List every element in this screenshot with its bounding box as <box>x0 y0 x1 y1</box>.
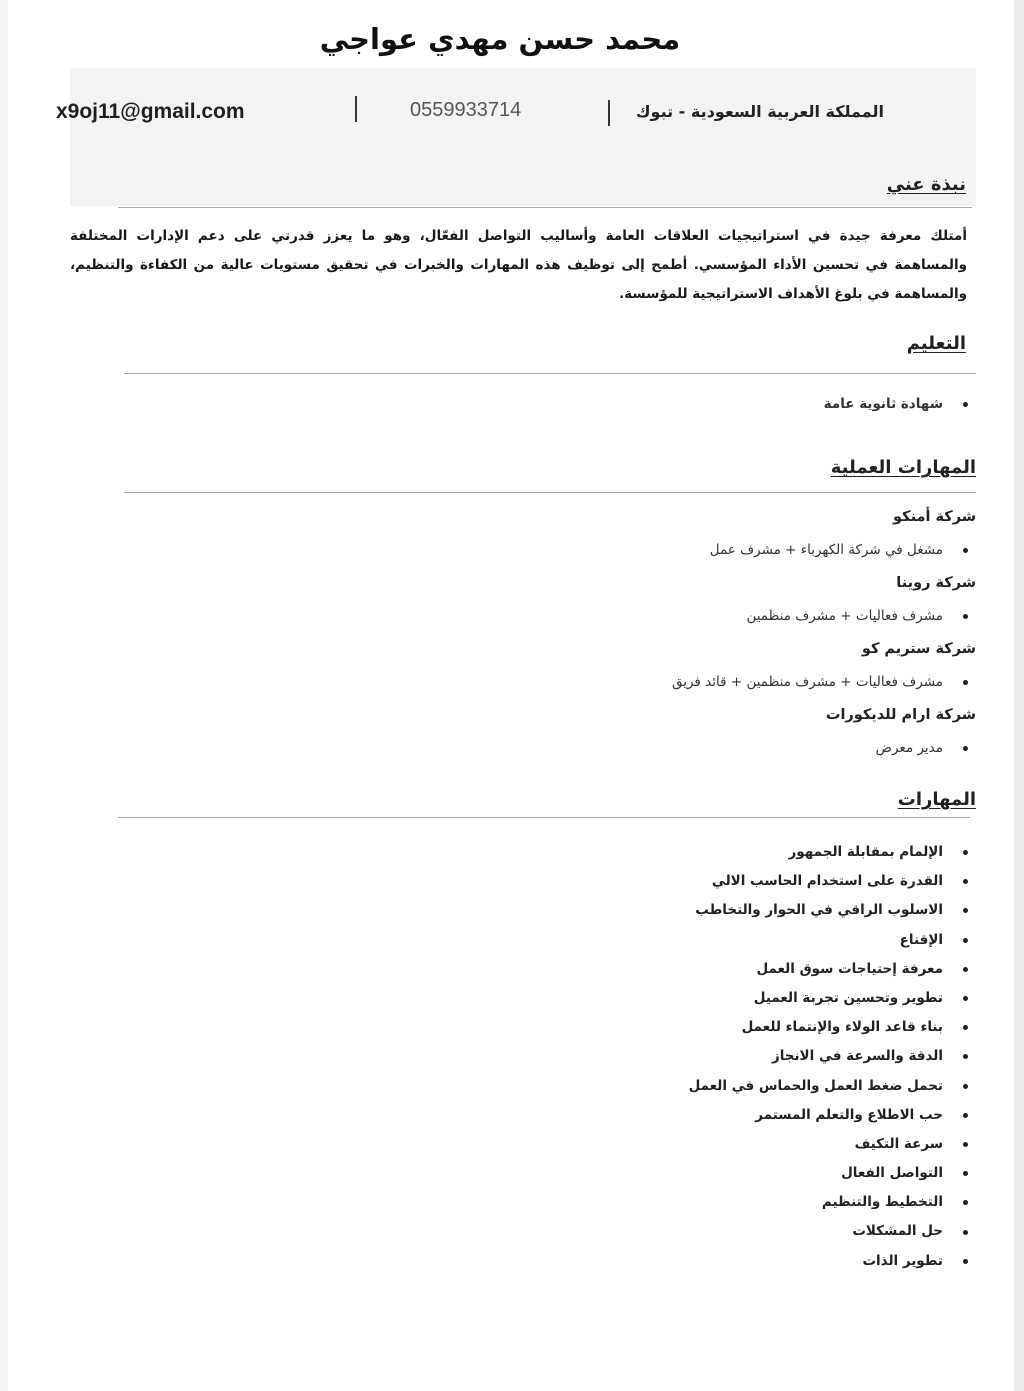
company-role <box>710 542 968 558</box>
skill-item <box>689 1101 968 1130</box>
bullet <box>963 746 968 751</box>
skill-label: حب الاطلاع والتعلم المستمر <box>755 1106 943 1123</box>
skill-item <box>689 867 968 896</box>
about-heading: نبذة عني <box>886 174 966 195</box>
skills-list <box>689 838 968 1276</box>
bullet <box>963 1230 968 1235</box>
skill-item <box>689 1217 968 1246</box>
company-name: شركة أمنكو <box>893 509 976 525</box>
skill-item <box>689 1042 968 1071</box>
bullet <box>963 996 968 1001</box>
company-role <box>746 608 968 624</box>
skills-heading: المهارات <box>897 789 976 810</box>
skill-item <box>689 1247 968 1276</box>
skill-label: حل المشكلات <box>852 1223 943 1240</box>
contact-divider <box>608 100 610 126</box>
skill-item <box>689 1013 968 1042</box>
experience-heading: المهارات العملية <box>830 457 976 478</box>
bullet <box>963 938 968 943</box>
company-name: شركة ارام للديكورات <box>825 707 976 723</box>
bullet <box>963 680 968 685</box>
company-name: شركة ستريم كو <box>861 641 976 657</box>
bullet <box>963 1025 968 1030</box>
skill-item <box>689 955 968 984</box>
page-edge-right <box>1014 0 1024 1391</box>
skill-label: التواصل الفعال <box>841 1165 943 1182</box>
skill-label: الدقة والسرعة في الانجاز <box>771 1048 943 1065</box>
contact-location: المملكة العربية السعودية - تبوك <box>635 102 884 121</box>
contact-divider <box>355 96 357 122</box>
bullet <box>963 614 968 619</box>
skill-item <box>689 1159 968 1188</box>
skill-item <box>689 1072 968 1101</box>
skill-label: تحمل ضغط العمل والحماس في العمل <box>688 1077 943 1094</box>
skill-item <box>689 984 968 1013</box>
education-heading: التعليم <box>906 333 966 354</box>
skill-label: بناء قاعد الولاء والإنتماء للعمل <box>741 1019 943 1036</box>
bullet <box>963 1084 968 1089</box>
company-role-label: مشغل في شركة الكهرباء + مشرف عمل <box>709 542 943 558</box>
company-name: شركة روينا <box>896 575 976 591</box>
company-role-label: مشرف فعاليات + مشرف منظمين <box>746 608 943 624</box>
bullet <box>963 1142 968 1147</box>
company-role <box>876 740 968 756</box>
contact-band <box>70 68 976 206</box>
page-edge-left <box>0 0 8 1391</box>
bullet <box>963 1113 968 1118</box>
company-role-label: مشرف فعاليات + مشرف منظمين + قائد فريق <box>671 674 943 690</box>
education-item <box>824 396 968 412</box>
skills-divider <box>118 817 970 818</box>
bullet <box>963 908 968 913</box>
skill-item <box>689 838 968 867</box>
bullet <box>963 1259 968 1264</box>
about-divider <box>118 207 972 208</box>
company-role-label: مدير معرض <box>875 740 943 756</box>
skill-item <box>689 896 968 925</box>
skill-item <box>689 926 968 955</box>
skill-item <box>689 1130 968 1159</box>
skill-label: الاسلوب الراقي في الحوار والتخاطب <box>695 902 943 919</box>
bullet <box>963 850 968 855</box>
company-role <box>672 674 968 690</box>
bullet <box>963 967 968 972</box>
skill-label: تطوير الذات <box>862 1252 943 1269</box>
contact-email[interactable]: x9oj11@gmail.com <box>56 100 245 123</box>
contact-phone[interactable]: 0559933714 <box>410 99 522 121</box>
bullet <box>963 1200 968 1205</box>
skill-label: الإلمام بمقابلة الجمهور <box>788 844 943 860</box>
experience-divider <box>124 492 976 493</box>
skill-item <box>689 1188 968 1217</box>
skill-label: التخطيط والتنظيم <box>821 1194 943 1211</box>
skill-label: الإقناع <box>899 931 943 948</box>
skill-label: سرعة التكيف <box>854 1135 943 1152</box>
bullet <box>963 548 968 553</box>
skill-label: معرفة إحتياجات سوق العمل <box>756 960 943 977</box>
skill-label: تطوير وتحسين تجربة العميل <box>753 989 943 1006</box>
bullet <box>963 402 968 407</box>
education-item-label: شهادة ثانوية عامة <box>823 396 943 412</box>
education-divider <box>124 373 976 374</box>
skill-label: القدرة على استخدام الحاسب الالي <box>711 873 943 890</box>
bullet <box>963 1054 968 1059</box>
bullet <box>963 879 968 884</box>
bullet <box>963 1171 968 1176</box>
resume-name: محمد حسن مهدي عواجي <box>319 22 681 56</box>
about-text: أمتلك معرفة جيدة في استراتيجيات العلاقات العامة وأساليب التواصل الفعّال، وهو ما يعزز قدرتي على دعم الإدارات المختلفة والمساهمة في تحسين الأداء المؤسسي. أطمح إلى توظيف هذه المهارات والخبرات في تحقيق مستويات عالية من الكفاءة والتنظيم، والمساهمة في بلوغ الأهداف الاستراتيجية للمؤسسة. <box>70 228 967 302</box>
